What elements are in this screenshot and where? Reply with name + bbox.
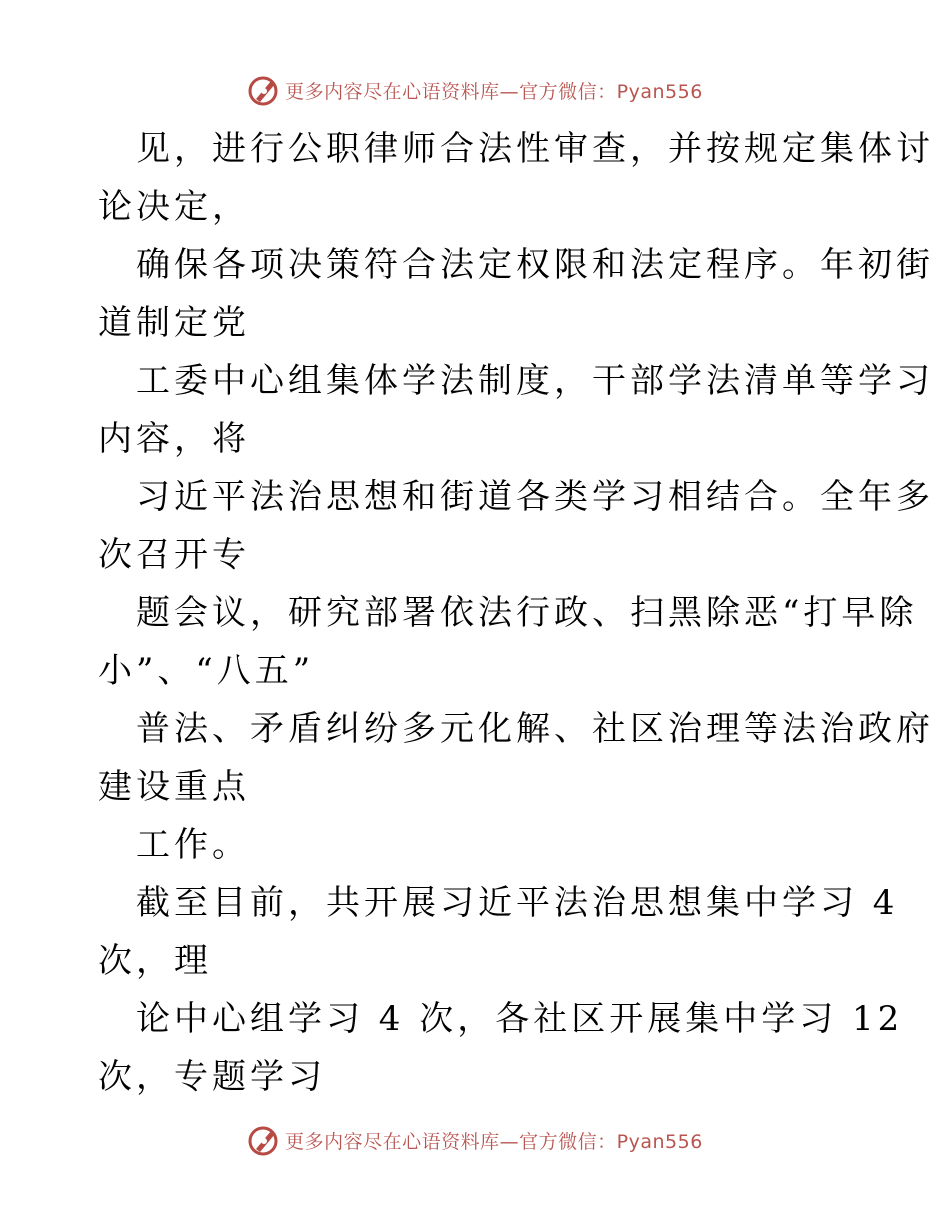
text-line: 论中心组学习 4 次，各社区开展集中学习 12	[136, 999, 904, 1039]
text-line: 内容，将	[98, 419, 250, 459]
text-line: 题会议，研究部署依法行政、扫黑除恶“打早除	[136, 593, 918, 633]
watermark-text: 更多内容尽在心语资料库—官方微信：Pyan556	[285, 80, 703, 103]
document-body	[98, 120, 934, 1106]
text-line: 确保各项决策符合法定权限和法定程序。年初街	[136, 245, 934, 285]
text-line: 论决定，	[98, 187, 250, 227]
text-line: 次召开专	[98, 535, 250, 575]
text-line: 截至目前，共开展习近平法治思想集中学习 4	[136, 883, 899, 923]
text-line: 见，进行公职律师合法性审查，并按规定集体讨	[136, 129, 934, 169]
text-line: 工作。	[136, 825, 250, 865]
text-line: 建设重点	[98, 767, 250, 807]
header-watermark	[0, 70, 950, 110]
text-line: 道制定党	[98, 303, 250, 343]
text-line: 小”、“八五”	[98, 651, 315, 691]
red-pen-circle-logo-icon	[247, 1123, 281, 1157]
text-line: 习近平法治思想和街道各类学习相结合。全年多	[136, 477, 934, 517]
red-pen-circle-logo-icon	[247, 73, 281, 107]
text-line: 次，理	[98, 941, 212, 981]
footer-watermark	[0, 1120, 950, 1160]
text-line: 普法、矛盾纠纷多元化解、社区治理等法治政府	[136, 709, 934, 749]
watermark-text: 更多内容尽在心语资料库—官方微信：Pyan556	[285, 1130, 703, 1153]
text-line: 工委中心组集体学法制度，干部学法清单等学习	[136, 361, 934, 401]
text-line: 次，专题学习	[98, 1057, 326, 1097]
